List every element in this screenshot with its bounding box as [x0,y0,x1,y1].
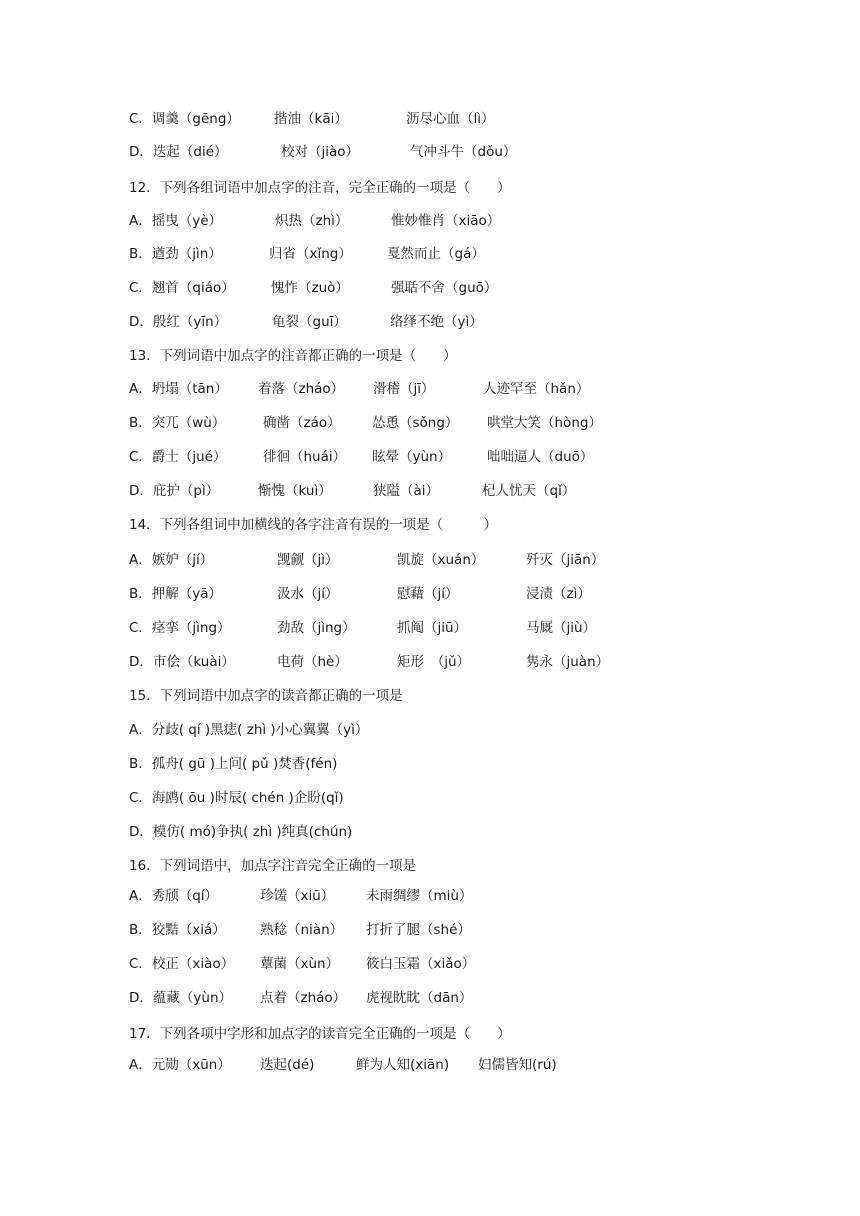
option-item: 慰藉（jí） [397,586,459,602]
option-item: D．庇护（pì） [129,483,220,499]
option-item: 校对（jiào） [281,144,360,160]
option-item: 蕈菌（xùn） [260,956,340,972]
option-item: 马厩（jiù） [526,620,597,636]
option-item: 哄堂大笑（hòng） [487,415,602,431]
option-item: 徘徊（huái） [263,449,347,465]
option-item: B．押解（yā） [129,586,223,602]
option-item: 揩油（kāi） [274,111,348,127]
option-item: 确凿（záo） [263,415,341,431]
option-item: 劲敌（jìng） [277,620,356,636]
text-line: D．模仿( mó)争执( zhì )纯真(chún) [129,824,353,840]
option-item: 汲水（jí） [277,586,339,602]
option-item: C．调羹（gēng） [129,111,240,127]
option-item: 强聒不舍（guō） [391,280,498,296]
option-item: 迭起(dé) [260,1057,315,1073]
option-item: D．市侩（kuài） [129,654,235,670]
option-item: 怂恿（sǒng） [372,415,459,431]
option-item: 人迹罕至（hǎn） [483,381,590,397]
option-item: C．翘首（qiáo） [129,280,235,296]
option-item: C．痉挛（jìng） [129,620,231,636]
option-item: B．遒劲（jìn） [129,246,222,262]
option-item: 惟妙惟肖（xiāo） [391,213,501,229]
option-item: 矩形 （jǔ） [397,654,471,670]
text-line: 13．下列词语中加点字的注音都正确的一项是（ ） [129,348,457,364]
option-item: A．摇曳（yè） [129,213,223,229]
option-item: 隽永（juàn） [526,654,610,670]
option-item: 气冲斗牛（dǒu） [410,144,517,160]
option-item: A．秀颀（qí） [129,888,219,904]
text-line: 14．下列各组词中加横线的各字注音有误的一项是（ ） [129,517,498,533]
text-line: B．孤舟( gū )上问( pǔ )焚香(fén) [129,756,338,772]
option-item: 滑稽（jī） [373,381,435,397]
option-item: 打折了腿（shé） [366,922,471,938]
option-item: B．突兀（wù） [129,415,226,431]
option-item: 咄咄逼人（duō） [487,449,594,465]
option-item: D．蕴藏（yùn） [129,990,232,1006]
option-item: 眩晕（yùn） [372,449,452,465]
text-line: 12．下列各组词语中加点字的注音，完全正确的一项是（ ） [129,180,511,196]
option-item: D．殷红（yīn） [129,314,228,330]
option-item: 着落（zháo） [258,381,345,397]
option-item: C．爵士（jué） [129,449,227,465]
option-item: 电荷（hè） [277,654,348,670]
option-item: B．狡黠（xiá） [129,922,226,938]
option-item: 炽热（zhì） [275,213,349,229]
option-item: A．坍塌（tān） [129,381,228,397]
option-item: 点着（zháo） [260,990,347,1006]
text-line: 15．下列词语中加点字的读音都正确的一项是 [129,688,403,704]
option-item: 戛然而止（gá） [387,246,485,262]
option-item: C．校正（xiào） [129,956,235,972]
text-line: C．海鸥( ōu )时辰( chén )企盼(qǐ) [129,790,344,806]
option-item: 惭愧（kuì） [258,483,332,499]
option-item: 熟稔（niàn） [260,922,344,938]
option-item: 虎视眈眈（dān） [366,990,473,1006]
option-item: 凯旋（xuán） [397,552,485,568]
text-line: 17．下列各项中字形和加点字的读音完全正确的一项是（ ） [129,1026,511,1042]
option-item: 杞人忧天（qǐ） [482,483,576,499]
option-item: 狭隘（ài） [373,483,440,499]
option-item: A．元勋（xūn） [129,1057,231,1073]
option-item: 龟裂（guī） [272,314,347,330]
option-item: A．嫉妒（jí） [129,552,214,568]
option-item: 浸渍（zì） [526,586,591,602]
option-item: 觊觎（jì） [277,552,339,568]
option-item: 珍馐（xiū） [260,888,335,904]
option-item: 归省（xǐng） [269,246,352,262]
text-line: 16．下列词语中，加点字注音完全正确的一项是 [129,858,417,874]
option-item: 鲜为人知(xiān) [356,1057,450,1073]
option-item: 未雨绸缪（miù） [366,888,473,904]
option-item: 抓阄（jiū） [397,620,468,636]
text-line: A．分歧( qí )黑痣( zhì )小心翼翼（yì） [129,722,369,738]
option-item: 歼灭（jiān） [526,552,605,568]
option-item: 愧怍（zuò） [271,280,349,296]
option-item: D．迭起（dié） [129,144,228,160]
option-item: 沥尽心血（lì） [406,111,495,127]
option-item: 妇儒皆知(rú) [478,1057,557,1073]
option-item: 筱白玉霜（xiǎo） [366,956,476,972]
option-item: 络绎不绝（yì） [390,314,483,330]
